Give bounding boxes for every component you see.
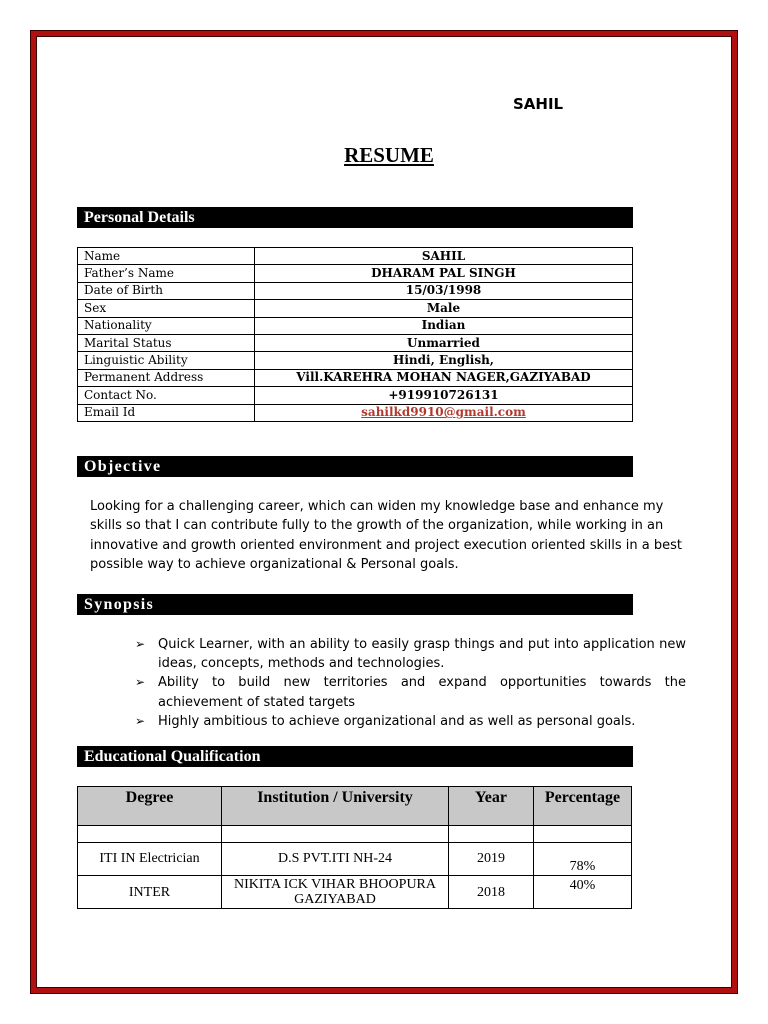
year-cell: 2018 xyxy=(449,876,534,909)
detail-value: Vill.KAREHRA MOHAN NAGER,GAZIYABAD xyxy=(255,369,633,386)
table-row xyxy=(78,387,633,404)
detail-label: Contact No. xyxy=(78,387,255,404)
arrow-bullet-icon: ➢ xyxy=(135,637,146,651)
column-header-percentage: Percentage xyxy=(534,787,632,826)
synopsis-text: Quick Learner, with an ability to easily grasp things and put into application new ideas, concepts, methods and technologies. xyxy=(158,637,686,672)
synopsis-text: Ability to build new territories and expand opportunities towards the achievement of stated targets xyxy=(158,675,686,710)
table-row xyxy=(78,334,633,351)
institution-cell: NIKITA ICK VIHAR BHOOPURA GAZIYABAD xyxy=(222,876,449,909)
degree-cell: ITI IN Electrician xyxy=(78,843,222,876)
email-cell xyxy=(255,404,633,421)
detail-value: SAHIL xyxy=(255,248,633,265)
percentage-cell xyxy=(534,876,632,909)
detail-label: Nationality xyxy=(78,317,255,334)
table-row xyxy=(78,352,633,369)
list-item xyxy=(133,673,686,711)
synopsis-list xyxy=(133,635,686,731)
percentage-value: 40% xyxy=(569,877,596,893)
empty-cell xyxy=(534,826,632,843)
arrow-bullet-icon: ➢ xyxy=(135,713,146,728)
table-row xyxy=(78,317,633,334)
detail-value: Hindi, English, xyxy=(255,352,633,369)
table-row xyxy=(78,843,632,876)
list-item xyxy=(133,635,686,673)
table-row xyxy=(78,876,632,909)
empty-cell xyxy=(78,826,222,843)
empty-cell xyxy=(222,826,449,843)
personal-details-table xyxy=(77,247,633,422)
arrow-bullet-icon: ➢ xyxy=(135,675,146,690)
header-name: SAHIL xyxy=(513,95,564,113)
percentage-cell xyxy=(534,843,632,876)
institution-cell: D.S PVT.ITI NH-24 xyxy=(222,843,449,876)
table-row xyxy=(78,404,633,421)
section-objective: Objective xyxy=(77,456,633,477)
detail-value: Indian xyxy=(255,317,633,334)
resume-title: RESUME xyxy=(344,143,434,167)
percentage-value: 78% xyxy=(569,859,596,874)
synopsis-text: Highly ambitious to achieve organizational and as well as personal goals. xyxy=(158,713,636,729)
detail-value: DHARAM PAL SINGH xyxy=(255,265,633,282)
table-row xyxy=(78,282,633,299)
education-table xyxy=(77,786,632,909)
section-education: Educational Qualification xyxy=(77,746,633,767)
year-cell: 2019 xyxy=(449,843,534,876)
column-header-institution: Institution / University xyxy=(222,787,449,826)
detail-label: Father’s Name xyxy=(78,265,255,282)
detail-value: 15/03/1998 xyxy=(255,282,633,299)
section-personal-details: Personal Details xyxy=(77,207,633,228)
section-synopsis: Synopsis xyxy=(77,594,633,615)
table-row xyxy=(78,826,632,843)
detail-value: Male xyxy=(255,300,633,317)
detail-value: Unmarried xyxy=(255,334,633,351)
detail-label: Permanent Address xyxy=(78,369,255,386)
detail-label: Email Id xyxy=(78,404,255,421)
column-header-degree: Degree xyxy=(78,787,222,826)
table-row xyxy=(78,300,633,317)
table-header-row xyxy=(78,787,632,826)
detail-label: Name xyxy=(78,248,255,265)
column-header-year: Year xyxy=(449,787,534,826)
degree-cell: INTER xyxy=(78,876,222,909)
detail-value: +919910726131 xyxy=(255,387,633,404)
email-link[interactable]: sahilkd9910@gmail.com xyxy=(361,405,526,420)
objective-text: Looking for a challenging career, which can widen my knowledge base and enhance my skills so that I can contribute fully to the growth of the organization, while working in an innovative and growth oriented environment and project execution oriented skills in a best possible way to achieve organizational & Personal goals. xyxy=(90,499,682,572)
list-item xyxy=(133,712,686,731)
detail-label: Linguistic Ability xyxy=(78,352,255,369)
detail-label: Sex xyxy=(78,300,255,317)
table-row xyxy=(78,265,633,282)
table-row xyxy=(78,248,633,265)
detail-label: Date of Birth xyxy=(78,282,255,299)
empty-cell xyxy=(449,826,534,843)
detail-label: Marital Status xyxy=(78,334,255,351)
table-row xyxy=(78,369,633,386)
